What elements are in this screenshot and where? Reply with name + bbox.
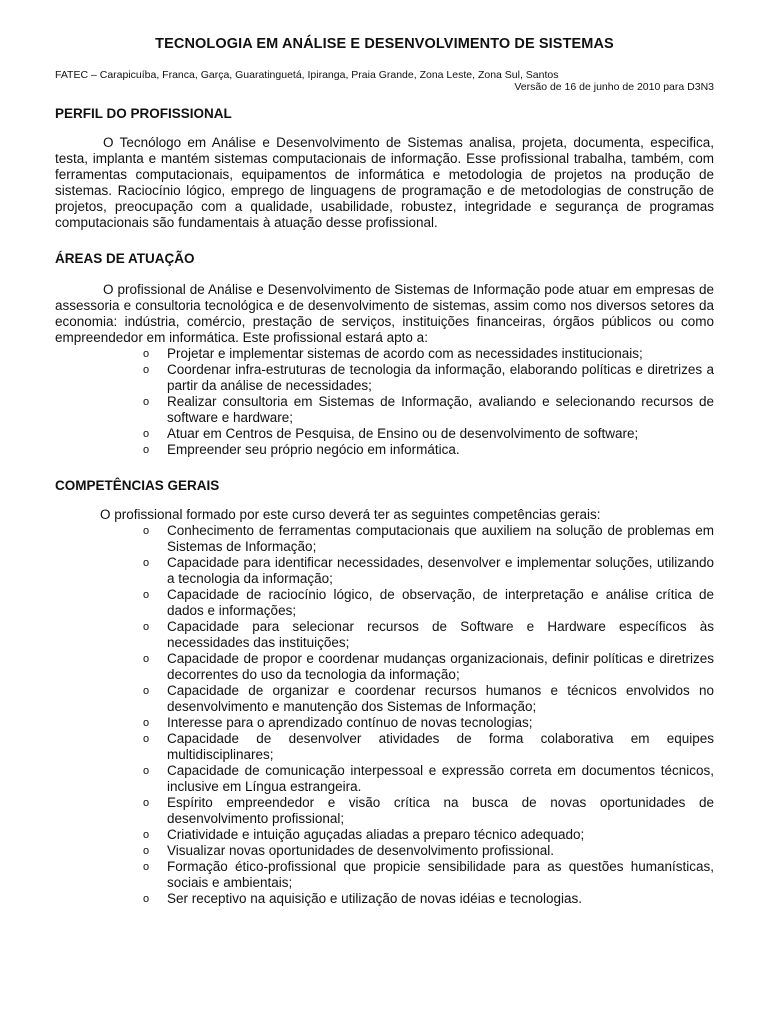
list-item-text: Realizar consultoria em Sistemas de Informação, avaliando e selecionando recursos de software e hardware;	[167, 394, 714, 425]
bullet-icon: o	[143, 845, 150, 857]
bullet-icon: o	[143, 653, 150, 665]
list-item-text: Criatividade e intuição aguçadas aliadas a preparo técnico adequado;	[167, 827, 585, 842]
section-heading-competencias: COMPETÊNCIAS GERAIS	[55, 478, 220, 493]
list-item-text: Espírito empreendedor e visão crítica na busca de novas oportunidades de desenvolvimento profissional;	[167, 795, 714, 826]
bullet-icon: o	[143, 829, 150, 841]
list-item	[143, 715, 714, 731]
list-item	[143, 795, 714, 827]
bullet-icon: o	[143, 893, 150, 905]
bullet-icon: o	[143, 396, 150, 408]
list-item	[143, 394, 714, 426]
version-note: Versão de 16 de junho de 2010 para D3N3	[514, 81, 714, 93]
document-title: TECNOLOGIA EM ANÁLISE E DESENVOLVIMENTO DE SISTEMAS	[155, 36, 614, 52]
bullet-icon: o	[143, 525, 150, 537]
list-item-text: Interesse para o aprendizado contínuo de novas tecnologias;	[167, 715, 533, 730]
list-item-text: Coordenar infra-estruturas de tecnologia da informação, elaborando políticas e diretrizes a partir da análise de necessidades;	[167, 362, 714, 393]
list-item-text: Conhecimento de ferramentas computacionais que auxiliem na solução de problemas em Sistemas de Informação;	[167, 523, 714, 554]
list-item	[143, 426, 714, 442]
list-item-text: Ser receptivo na aquisição e utilização de novas idéias e tecnologias.	[167, 891, 583, 906]
list-item	[143, 346, 714, 362]
bullet-icon: o	[143, 364, 150, 376]
list-item-text: Capacidade para identificar necessidades, desenvolver e implementar soluções, utilizando a tecnologia da informação;	[167, 555, 714, 586]
bullet-icon: o	[143, 428, 150, 440]
list-item	[143, 683, 714, 715]
list-item	[143, 523, 714, 555]
areas-bullet-list	[55, 346, 714, 458]
section-heading-perfil: PERFIL DO PROFISSIONAL	[55, 106, 232, 121]
areas-intro-paragraph: O profissional de Análise e Desenvolvimento de Sistemas de Informação pode atuar em empresas de assessoria e consultoria tecnológica e de desenvolvimento de sistemas, assim como nos diversos setores da economia: indústria, comércio, prestação de serviços, instituições financeiras, órgãos públicos ou como empreendedor em informática. Este profissional estará apto a:	[55, 282, 714, 345]
list-item-text: Atuar em Centros de Pesquisa, de Ensino ou de desenvolvimento de software;	[167, 426, 639, 441]
list-item-text: Capacidade de comunicação interpessoal e expressão correta em documentos técnicos, inclusive em Língua estrangeira.	[167, 763, 714, 794]
list-item	[143, 891, 714, 907]
bullet-icon: o	[143, 557, 150, 569]
bullet-icon: o	[143, 733, 150, 745]
bullet-icon: o	[143, 765, 150, 777]
list-item	[143, 827, 714, 843]
bullet-icon: o	[143, 685, 150, 697]
list-item-text: Capacidade de organizar e coordenar recursos humanos e técnicos envolvidos no desenvolvimento e manutenção dos Sistemas de Informação;	[167, 683, 714, 714]
list-item	[143, 651, 714, 683]
list-item	[143, 763, 714, 795]
list-item-text: Capacidade de propor e coordenar mudanças organizacionais, definir políticas e diretrizes decorrentes do uso da tecnologia da informação;	[167, 651, 714, 682]
bullet-icon: o	[143, 589, 150, 601]
list-item	[143, 442, 714, 458]
list-item-text: Projetar e implementar sistemas de acordo com as necessidades institucionais;	[167, 346, 643, 361]
bullet-icon: o	[143, 444, 150, 456]
bullet-icon: o	[143, 861, 150, 873]
section-heading-areas: ÁREAS DE ATUAÇÃO	[55, 251, 195, 266]
bullet-icon: o	[143, 621, 150, 633]
list-item-text: Capacidade para selecionar recursos de Software e Hardware específicos às necessidades das instituições;	[167, 619, 714, 650]
list-item-text: Visualizar novas oportunidades de desenvolvimento profissional.	[167, 843, 554, 858]
list-item	[143, 843, 714, 859]
campus-list: FATEC – Carapicuíba, Franca, Garça, Guaratinguetá, Ipiranga, Praia Grande, Zona Leste, Zona Sul, Santos	[55, 69, 559, 81]
list-item-text: Empreender seu próprio negócio em informática.	[167, 442, 460, 457]
list-item	[143, 587, 714, 619]
competencias-intro-paragraph: O profissional formado por este curso deverá ter as seguintes competências gerais:	[100, 507, 601, 522]
list-item	[143, 555, 714, 587]
list-item	[143, 362, 714, 394]
list-item-text: Capacidade de raciocínio lógico, de observação, de interpretação e análise crítica de dados e informações;	[167, 587, 714, 618]
list-item	[143, 731, 714, 763]
list-item-text: Formação ético-profissional que propicie sensibilidade para as questões humanísticas, sociais e ambientais;	[167, 859, 714, 890]
bullet-icon: o	[143, 797, 150, 809]
bullet-icon: o	[143, 348, 150, 360]
list-item	[143, 859, 714, 891]
list-item-text: Capacidade de desenvolver atividades de forma colaborativa em equipes multidisciplinares;	[167, 731, 714, 762]
perfil-paragraph: O Tecnólogo em Análise e Desenvolvimento de Sistemas analisa, projeta, documenta, especifica, testa, implanta e mantém sistemas computacionais de informação. Esse profissional trabalha, também, com ferramentas computacionais, equipamentos de informática e metodologia de projetos na produção de sistemas. Raciocínio lógico, emprego de linguagens de programação e de metodologias de construção de projetos, preocupação com a qualidade, usabilidade, robustez, integridade e segurança de programas computacionais são fundamentais à atuação desse profissional.	[55, 135, 714, 230]
bullet-icon: o	[143, 717, 150, 729]
list-item	[143, 619, 714, 651]
competencias-bullet-list	[55, 523, 714, 907]
